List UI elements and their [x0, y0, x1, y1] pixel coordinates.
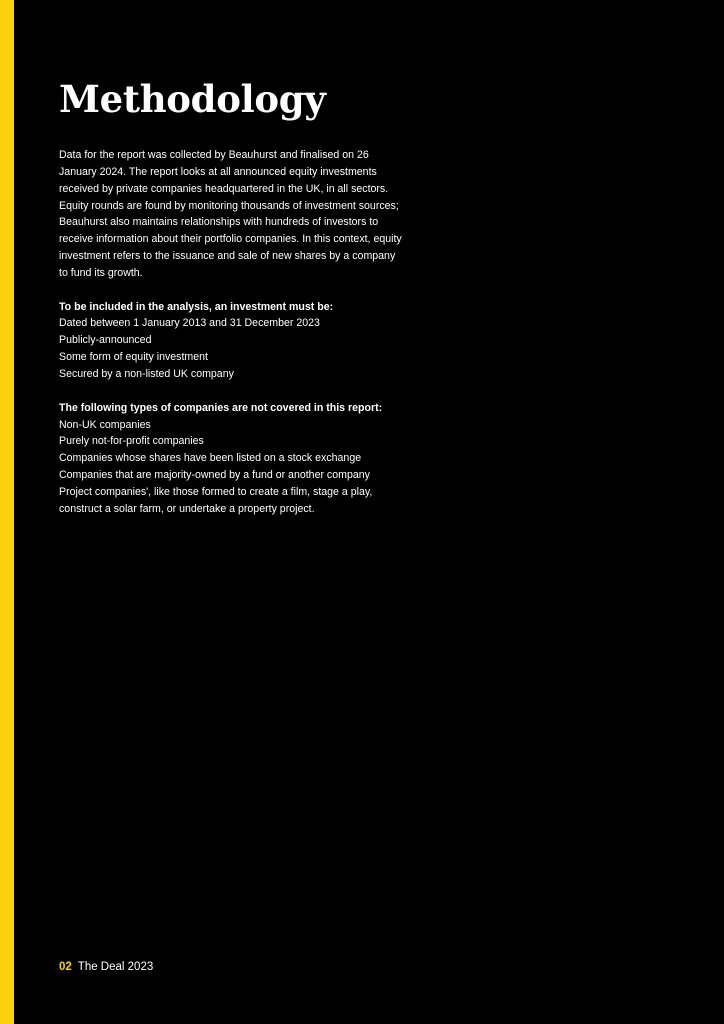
exclusion-item: Companies that are majority-owned by a fund or another company	[59, 469, 370, 482]
inclusion-criteria	[59, 299, 404, 383]
criteria-item: Some form of equity investment	[59, 351, 208, 364]
exclusion-item: Purely not-for-profit companies	[59, 435, 204, 448]
intro-paragraph: Data for the report was collected by Beauhurst and finalised on 26 January 2024. The report looks at all announced equity investments received by private companies headquartered in the UK, in all sectors. Equity rounds are found by monitoring thousands of investment sources; Beauhurst also maintains relationships with hundreds of investors to receive information about their portfolio companies. In this context, equity investment refers to the issuance and sale of new shares by a company to fund its growth.	[59, 149, 402, 279]
criteria-heading: To be included in the analysis, an investment must be:	[59, 300, 334, 313]
exclusion-item: Project companies', like those formed to create a film, stage a play, construct a solar farm, or undertake a property project.	[59, 485, 373, 515]
publication-title: The Deal 2023	[77, 961, 154, 973]
methodology-body	[59, 147, 404, 518]
page-footer	[59, 959, 153, 975]
exclusion-item: Non-UK companies	[59, 418, 151, 431]
accent-bar	[0, 0, 14, 1024]
page-title: Methodology	[59, 77, 326, 121]
criteria-item: Publicly-announced	[59, 334, 152, 347]
exclusion-list	[59, 400, 404, 518]
exclusions-heading: The following types of companies are not covered in this report:	[59, 401, 383, 414]
page-number: 02	[59, 961, 72, 973]
criteria-item: Secured by a non-listed UK company	[59, 367, 234, 380]
exclusion-item: Companies whose shares have been listed on a stock exchange	[59, 452, 362, 465]
criteria-item: Dated between 1 January 2013 and 31 December 2023	[59, 317, 320, 330]
